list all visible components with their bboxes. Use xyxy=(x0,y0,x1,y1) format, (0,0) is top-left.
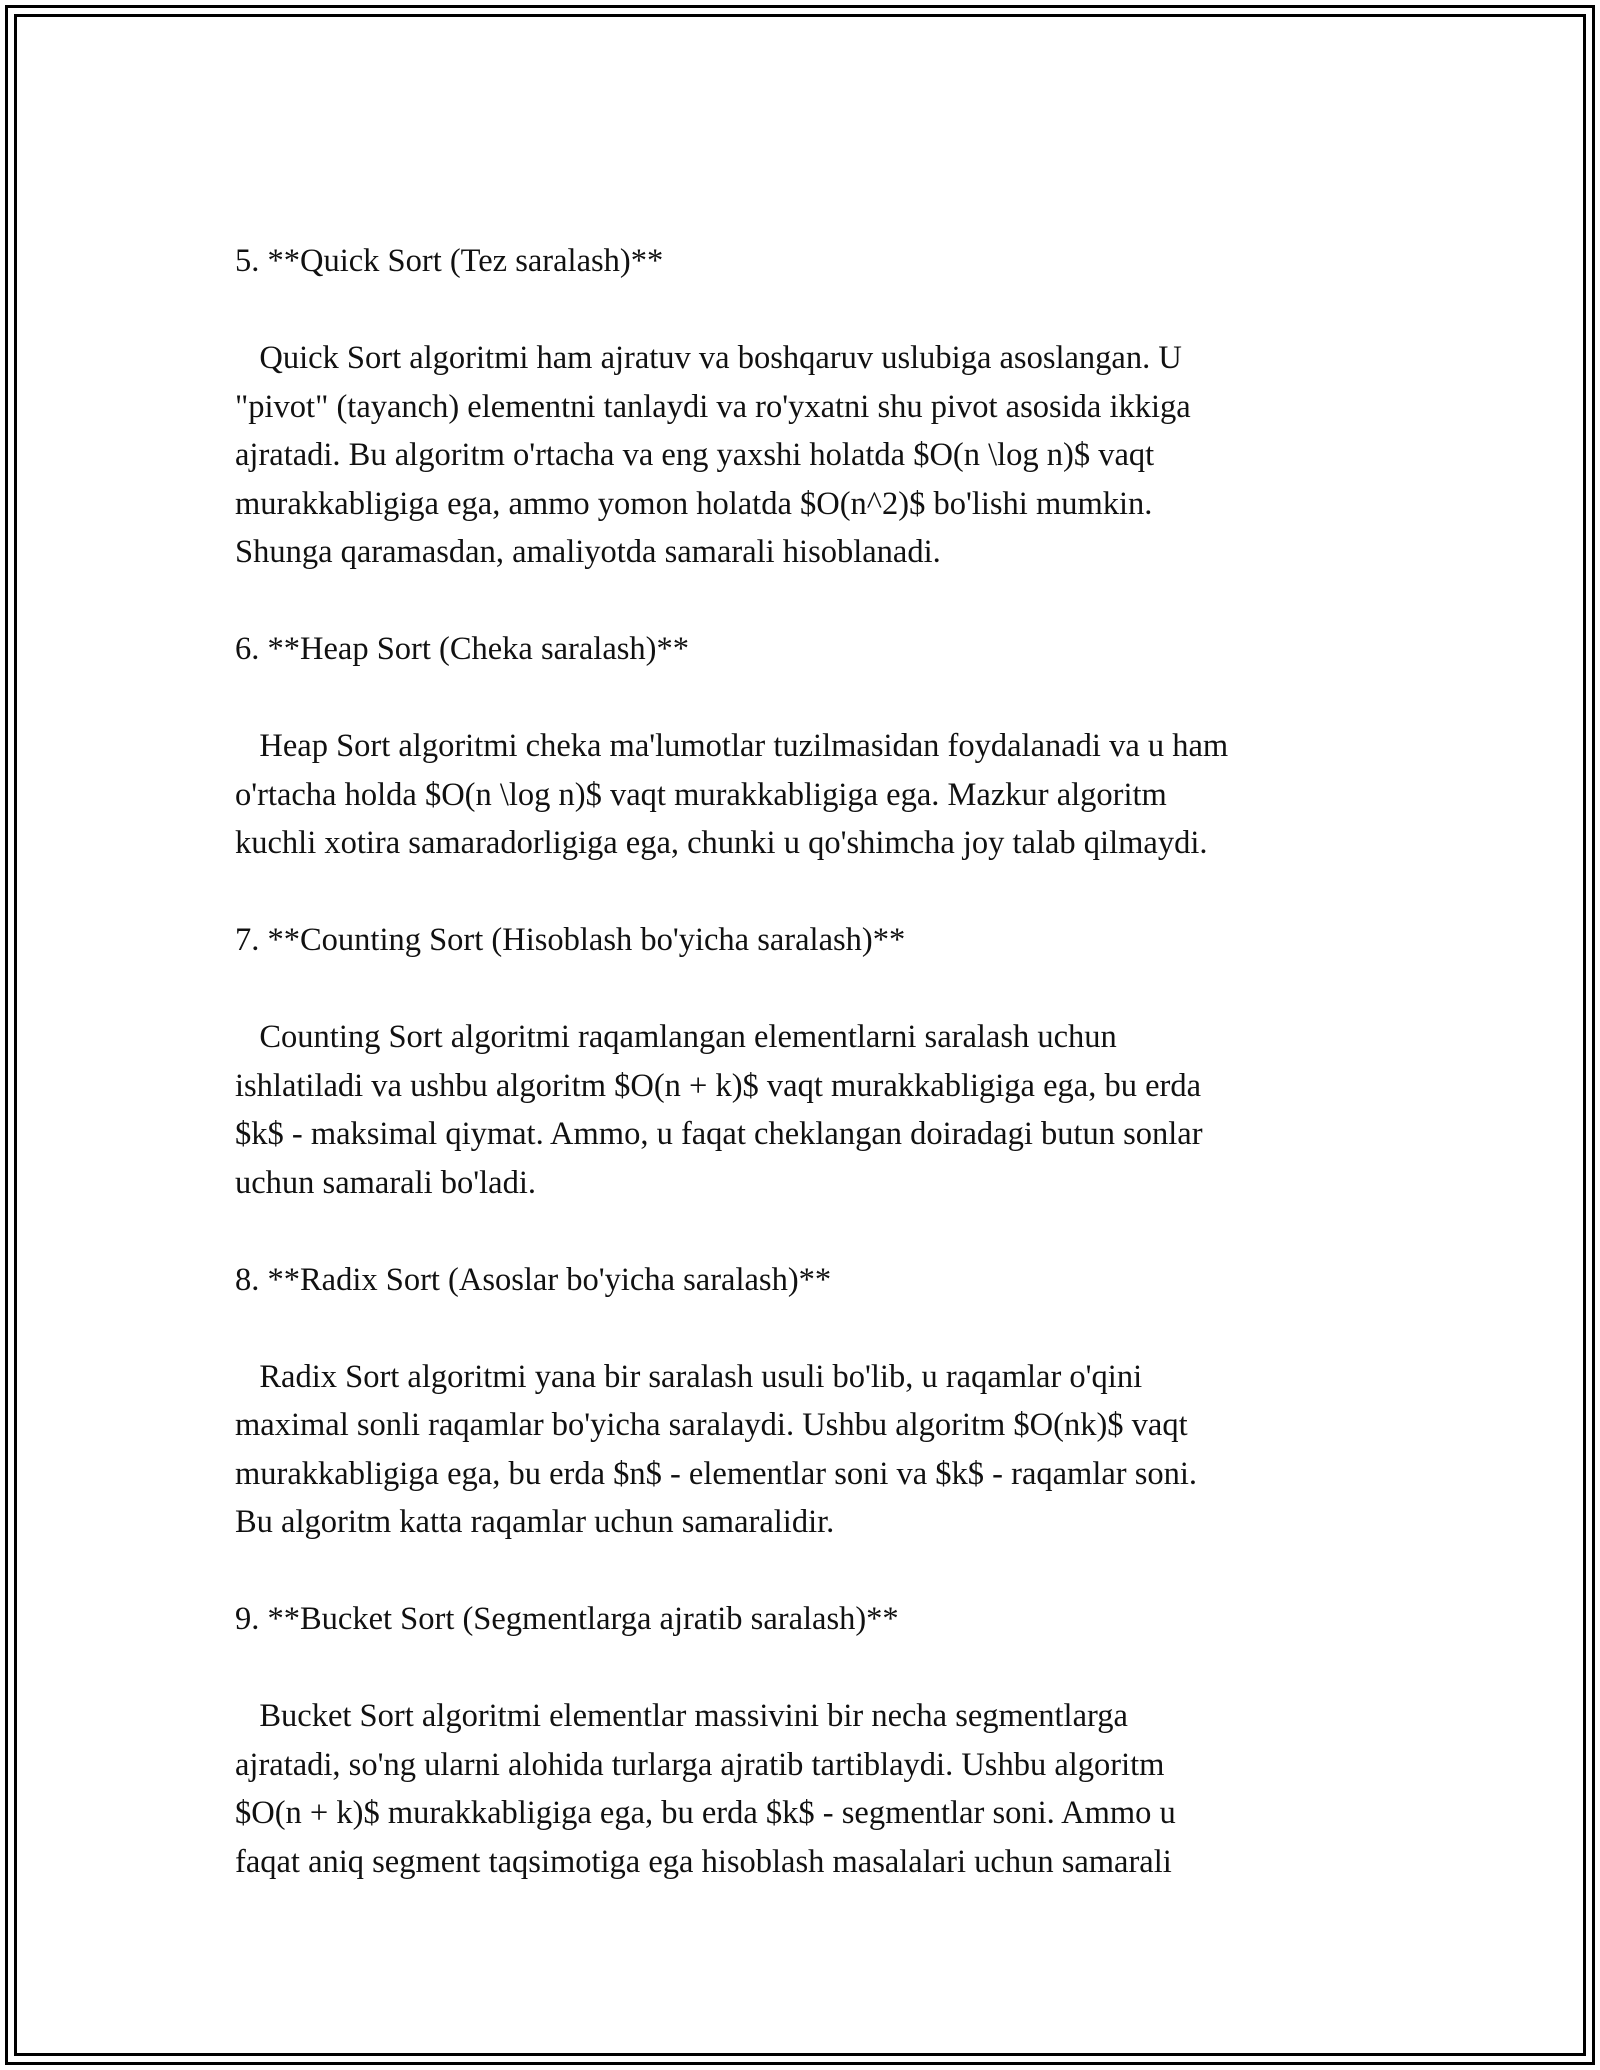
paragraph-line: uchun samarali bo'ladi. xyxy=(235,1164,536,1201)
paragraph-line: Bu algoritm katta raqamlar uchun samaralidir. xyxy=(235,1504,835,1540)
paragraph-line: Quick Sort algoritmi ham ajratuv va boshqaruv uslubiga asoslangan. U xyxy=(235,340,1182,376)
paragraph-line: Bucket Sort algoritmi elementlar massivini bir necha segmentlarga xyxy=(235,1698,1128,1734)
section-paragraph xyxy=(235,722,1385,868)
section-heading: 9. **Bucket Sort (Segmentlarga ajratib saralash)** xyxy=(235,1601,899,1637)
section-radix-sort xyxy=(235,1256,1385,1547)
paragraph-line: kuchli xotira samaradorligiga ega, chunki u qo'shimcha joy talab qilmaydi. xyxy=(235,825,1208,861)
paragraph-line: ajratadi. Bu algoritm o'rtacha va eng yaxshi holatda $O(n \log n)$ vaqt xyxy=(235,437,1155,473)
paragraph-line: Radix Sort algoritmi yana bir saralash usuli bo'lib, u raqamlar o'qini xyxy=(235,1358,1143,1395)
section-paragraph xyxy=(235,1013,1385,1207)
paragraph-line: $O(n + k)$ murakkabligiga ega, bu erda $k$ - segmentlar soni. Ammo u xyxy=(235,1795,1176,1831)
section-paragraph xyxy=(235,334,1385,577)
section-paragraph xyxy=(235,1692,1385,1886)
paragraph-line: murakkabligiga ega, ammo yomon holatda $O(n^2)$ bo'lishi mumkin. xyxy=(235,485,1153,522)
paragraph-line: Shunga qaramasdan, amaliyotda samarali hisoblanadi. xyxy=(235,534,941,570)
section-paragraph xyxy=(235,1353,1385,1547)
paragraph-line: o'rtacha holda $O(n \log n)$ vaqt murakkabligiga ega. Mazkur algoritm xyxy=(235,776,1167,813)
paragraph-line: Heap Sort algoritmi cheka ma'lumotlar tuzilmasidan foydalanadi va u ham xyxy=(235,728,1229,764)
document-body xyxy=(235,237,1385,1886)
section-bucket-sort xyxy=(235,1595,1385,1886)
paragraph-line: $k$ - maksimal qiymat. Ammo, u faqat cheklangan doiradagi butun sonlar xyxy=(235,1116,1203,1152)
section-quick-sort xyxy=(235,237,1385,577)
paragraph-line: ishlatiladi va ushbu algoritm $O(n + k)$ vaqt murakkabligiga ega, bu erda xyxy=(235,1067,1202,1104)
section-heading: 5. **Quick Sort (Tez saralash)** xyxy=(235,243,664,279)
paragraph-line: murakkabligiga ega, bu erda $n$ - elementlar soni va $k$ - raqamlar soni. xyxy=(235,1455,1198,1492)
section-heap-sort xyxy=(235,625,1385,868)
paragraph-line: Counting Sort algoritmi raqamlangan elementlarni saralash uchun xyxy=(235,1019,1117,1055)
section-heading: 8. **Radix Sort (Asoslar bo'yicha saralash)** xyxy=(235,1261,832,1298)
paragraph-line: faqat aniq segment taqsimotiga ega hisoblash masalalari uchun samarali xyxy=(235,1843,1172,1880)
paragraph-line: "pivot" (tayanch) elementni tanlaydi va ro'yxatni shu pivot asosida ikkiga xyxy=(235,388,1191,425)
paragraph-line: ajratadi, so'ng ularni alohida turlarga ajratib tartiblaydi. Ushbu algoritm xyxy=(235,1746,1165,1783)
section-heading: 6. **Heap Sort (Cheka saralash)** xyxy=(235,631,689,667)
section-heading: 7. **Counting Sort (Hisoblash bo'yicha saralash)** xyxy=(235,922,906,958)
paragraph-line: maximal sonli raqamlar bo'yicha saralaydi. Ushbu algoritm $O(nk)$ vaqt xyxy=(235,1407,1188,1443)
section-counting-sort xyxy=(235,916,1385,1207)
